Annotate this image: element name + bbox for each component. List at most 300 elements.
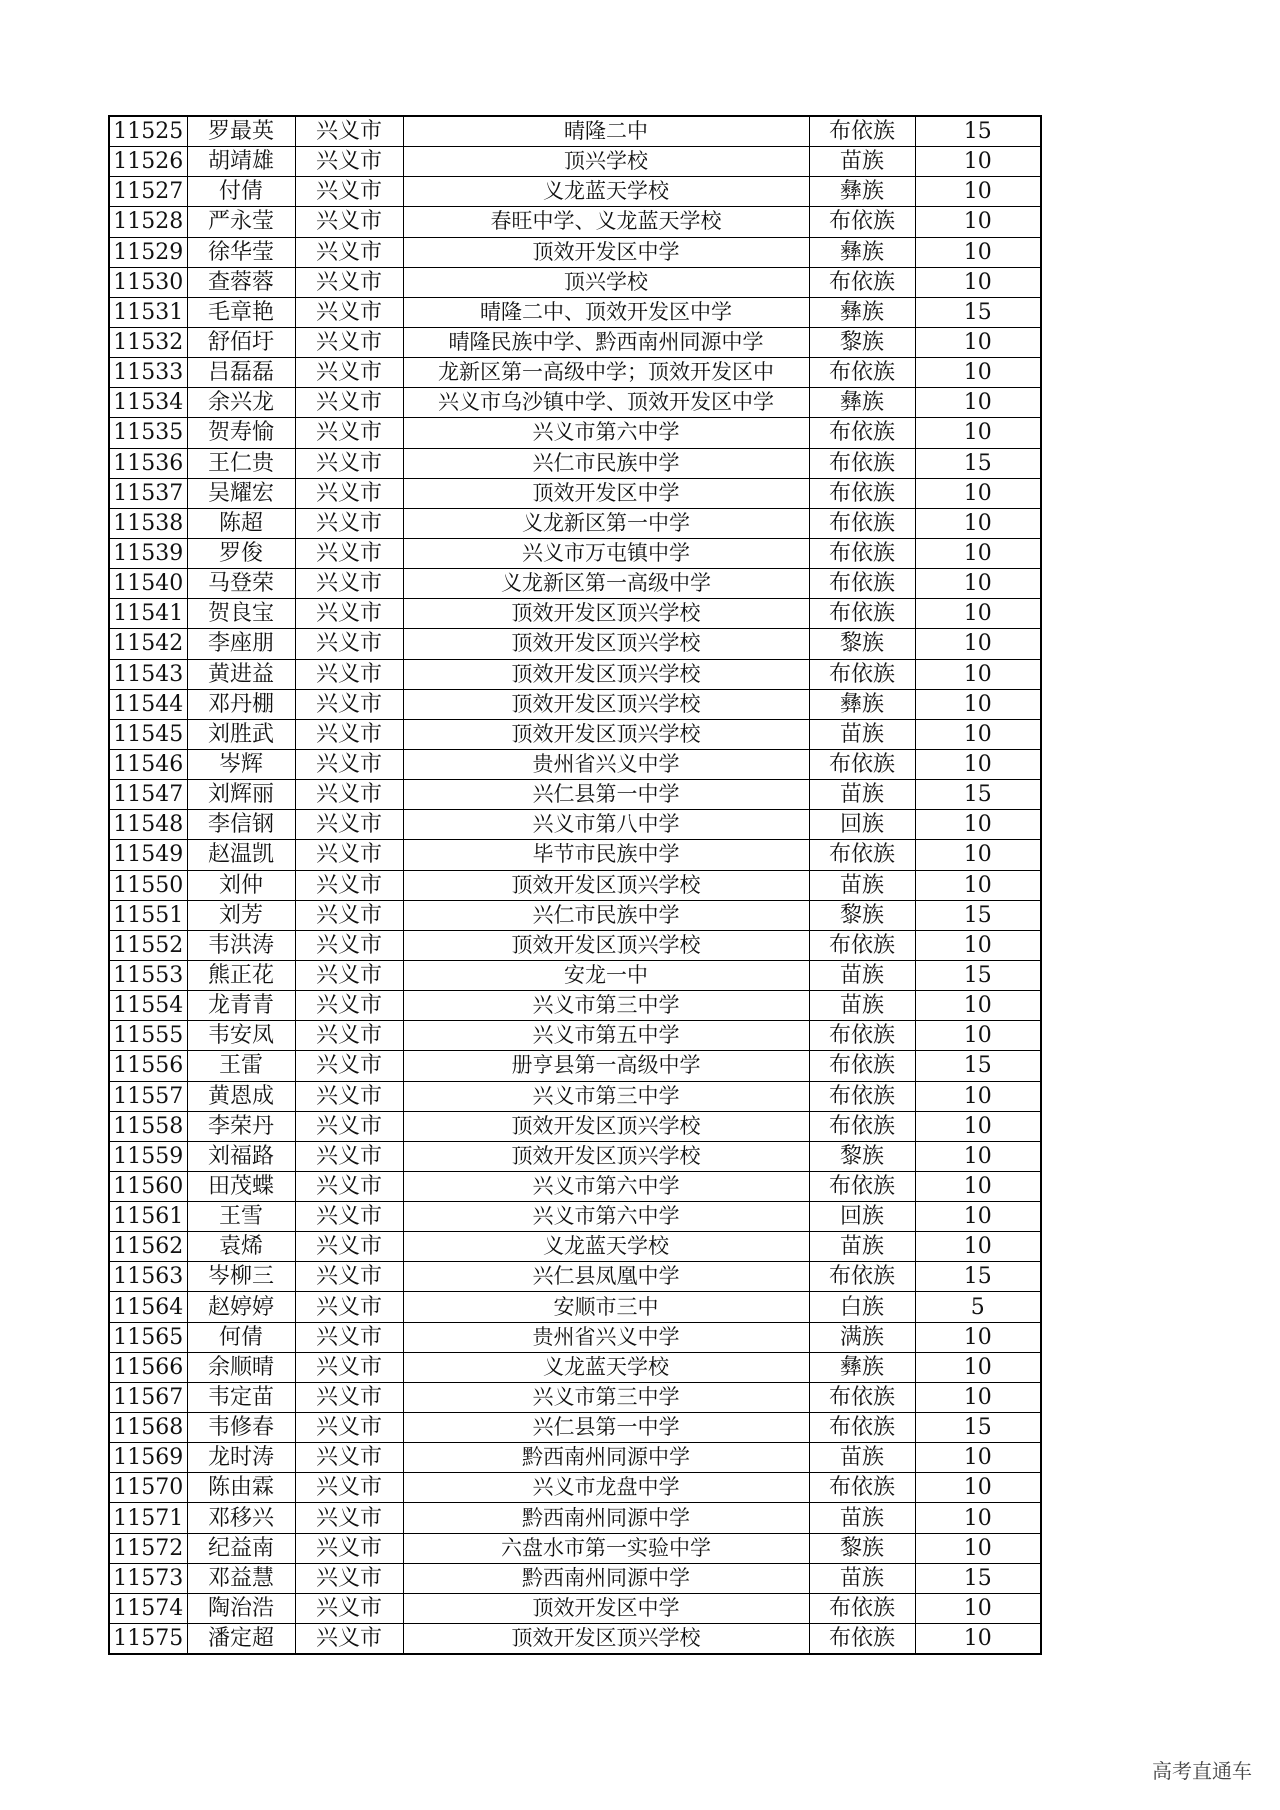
table-row bbox=[109, 1533, 1041, 1563]
ethnicity-cell: 布依族 bbox=[809, 1473, 915, 1503]
ethnicity-cell: 布依族 bbox=[809, 358, 915, 388]
ethnicity-cell: 布依族 bbox=[809, 1051, 915, 1081]
name-cell: 潘定超 bbox=[187, 1624, 295, 1655]
name-cell: 黄恩成 bbox=[187, 1081, 295, 1111]
table-row bbox=[109, 1021, 1041, 1051]
name-cell: 王雪 bbox=[187, 1202, 295, 1232]
city-cell: 兴义市 bbox=[295, 1232, 403, 1262]
id-cell: 11563 bbox=[109, 1262, 187, 1292]
table-row bbox=[109, 177, 1041, 207]
school-cell: 义龙新区第一中学 bbox=[403, 508, 809, 538]
ethnicity-cell: 布依族 bbox=[809, 749, 915, 779]
score-cell: 10 bbox=[915, 719, 1041, 749]
city-cell: 兴义市 bbox=[295, 719, 403, 749]
school-cell: 顶效开发区中学 bbox=[403, 1593, 809, 1623]
school-cell: 顶效开发区顶兴学校 bbox=[403, 1624, 809, 1655]
id-cell: 11543 bbox=[109, 659, 187, 689]
id-cell: 11567 bbox=[109, 1382, 187, 1412]
name-cell: 李荣丹 bbox=[187, 1111, 295, 1141]
ethnicity-cell: 黎族 bbox=[809, 1533, 915, 1563]
city-cell: 兴义市 bbox=[295, 327, 403, 357]
score-cell: 10 bbox=[915, 147, 1041, 177]
city-cell: 兴义市 bbox=[295, 1292, 403, 1322]
ethnicity-cell: 苗族 bbox=[809, 780, 915, 810]
id-cell: 11531 bbox=[109, 297, 187, 327]
name-cell: 陈由霖 bbox=[187, 1473, 295, 1503]
school-cell: 兴义市乌沙镇中学、顶效开发区中学 bbox=[403, 388, 809, 418]
ethnicity-cell: 布依族 bbox=[809, 1593, 915, 1623]
city-cell: 兴义市 bbox=[295, 1413, 403, 1443]
id-cell: 11570 bbox=[109, 1473, 187, 1503]
city-cell: 兴义市 bbox=[295, 1503, 403, 1533]
id-cell: 11532 bbox=[109, 327, 187, 357]
table-row bbox=[109, 1624, 1041, 1655]
city-cell: 兴义市 bbox=[295, 1051, 403, 1081]
ethnicity-cell: 苗族 bbox=[809, 870, 915, 900]
score-cell: 15 bbox=[915, 780, 1041, 810]
name-cell: 刘仲 bbox=[187, 870, 295, 900]
school-cell: 顶效开发区顶兴学校 bbox=[403, 659, 809, 689]
score-cell: 10 bbox=[915, 1503, 1041, 1533]
school-cell: 顶效开发区顶兴学校 bbox=[403, 930, 809, 960]
score-cell: 15 bbox=[915, 1563, 1041, 1593]
id-cell: 11571 bbox=[109, 1503, 187, 1533]
score-cell: 10 bbox=[915, 418, 1041, 448]
score-cell: 10 bbox=[915, 1202, 1041, 1232]
ethnicity-cell: 苗族 bbox=[809, 1232, 915, 1262]
table-row bbox=[109, 1443, 1041, 1473]
city-cell: 兴义市 bbox=[295, 508, 403, 538]
name-cell: 李座朋 bbox=[187, 629, 295, 659]
city-cell: 兴义市 bbox=[295, 960, 403, 990]
score-cell: 10 bbox=[915, 327, 1041, 357]
id-cell: 11559 bbox=[109, 1141, 187, 1171]
table-row bbox=[109, 1232, 1041, 1262]
city-cell: 兴义市 bbox=[295, 599, 403, 629]
ethnicity-cell: 彝族 bbox=[809, 237, 915, 267]
name-cell: 岑柳三 bbox=[187, 1262, 295, 1292]
city-cell: 兴义市 bbox=[295, 569, 403, 599]
score-cell: 10 bbox=[915, 870, 1041, 900]
city-cell: 兴义市 bbox=[295, 689, 403, 719]
id-cell: 11551 bbox=[109, 900, 187, 930]
name-cell: 熊正花 bbox=[187, 960, 295, 990]
city-cell: 兴义市 bbox=[295, 177, 403, 207]
city-cell: 兴义市 bbox=[295, 388, 403, 418]
table-row bbox=[109, 1503, 1041, 1533]
name-cell: 罗俊 bbox=[187, 538, 295, 568]
table-row bbox=[109, 147, 1041, 177]
score-cell: 10 bbox=[915, 689, 1041, 719]
school-cell: 毕节市民族中学 bbox=[403, 840, 809, 870]
name-cell: 贺寿愉 bbox=[187, 418, 295, 448]
table-row bbox=[109, 508, 1041, 538]
name-cell: 余顺晴 bbox=[187, 1352, 295, 1382]
city-cell: 兴义市 bbox=[295, 207, 403, 237]
table-row bbox=[109, 780, 1041, 810]
name-cell: 邓移兴 bbox=[187, 1503, 295, 1533]
id-cell: 11566 bbox=[109, 1352, 187, 1382]
id-cell: 11574 bbox=[109, 1593, 187, 1623]
table-row bbox=[109, 689, 1041, 719]
score-cell: 10 bbox=[915, 930, 1041, 960]
table-row bbox=[109, 840, 1041, 870]
name-cell: 邓丹棚 bbox=[187, 689, 295, 719]
school-cell: 黔西南州同源中学 bbox=[403, 1563, 809, 1593]
city-cell: 兴义市 bbox=[295, 780, 403, 810]
city-cell: 兴义市 bbox=[295, 448, 403, 478]
ethnicity-cell: 布依族 bbox=[809, 659, 915, 689]
school-cell: 贵州省兴义中学 bbox=[403, 1322, 809, 1352]
id-cell: 11533 bbox=[109, 358, 187, 388]
name-cell: 毛章艳 bbox=[187, 297, 295, 327]
name-cell: 纪益南 bbox=[187, 1533, 295, 1563]
city-cell: 兴义市 bbox=[295, 1473, 403, 1503]
id-cell: 11555 bbox=[109, 1021, 187, 1051]
table-row bbox=[109, 327, 1041, 357]
score-cell: 10 bbox=[915, 1624, 1041, 1655]
city-cell: 兴义市 bbox=[295, 1352, 403, 1382]
id-cell: 11552 bbox=[109, 930, 187, 960]
school-cell: 兴仁市民族中学 bbox=[403, 448, 809, 478]
ethnicity-cell: 布依族 bbox=[809, 478, 915, 508]
name-cell: 吴耀宏 bbox=[187, 478, 295, 508]
school-cell: 兴义市第六中学 bbox=[403, 1171, 809, 1201]
id-cell: 11530 bbox=[109, 267, 187, 297]
watermark-text: 高考直通车 bbox=[1152, 1759, 1252, 1783]
school-cell: 义龙蓝天学校 bbox=[403, 1352, 809, 1382]
school-cell: 兴仁县凤凰中学 bbox=[403, 1262, 809, 1292]
name-cell: 马登荣 bbox=[187, 569, 295, 599]
id-cell: 11569 bbox=[109, 1443, 187, 1473]
school-cell: 义龙蓝天学校 bbox=[403, 177, 809, 207]
school-cell: 兴义市第三中学 bbox=[403, 1382, 809, 1412]
score-cell: 10 bbox=[915, 810, 1041, 840]
ethnicity-cell: 布依族 bbox=[809, 599, 915, 629]
name-cell: 刘福路 bbox=[187, 1141, 295, 1171]
id-cell: 11557 bbox=[109, 1081, 187, 1111]
ethnicity-cell: 布依族 bbox=[809, 267, 915, 297]
id-cell: 11562 bbox=[109, 1232, 187, 1262]
table-row bbox=[109, 1413, 1041, 1443]
score-cell: 10 bbox=[915, 358, 1041, 388]
table-row bbox=[109, 1322, 1041, 1352]
table-row bbox=[109, 719, 1041, 749]
city-cell: 兴义市 bbox=[295, 1171, 403, 1201]
name-cell: 韦洪涛 bbox=[187, 930, 295, 960]
city-cell: 兴义市 bbox=[295, 1021, 403, 1051]
school-cell: 顶效开发区顶兴学校 bbox=[403, 1141, 809, 1171]
school-cell: 兴义市第八中学 bbox=[403, 810, 809, 840]
ethnicity-cell: 布依族 bbox=[809, 930, 915, 960]
score-cell: 10 bbox=[915, 237, 1041, 267]
ethnicity-cell: 彝族 bbox=[809, 297, 915, 327]
city-cell: 兴义市 bbox=[295, 297, 403, 327]
school-cell: 兴义市第六中学 bbox=[403, 1202, 809, 1232]
ethnicity-cell: 布依族 bbox=[809, 1262, 915, 1292]
score-cell: 10 bbox=[915, 659, 1041, 689]
id-cell: 11529 bbox=[109, 237, 187, 267]
table-row bbox=[109, 810, 1041, 840]
ethnicity-cell: 苗族 bbox=[809, 1503, 915, 1533]
id-cell: 11550 bbox=[109, 870, 187, 900]
name-cell: 王仁贵 bbox=[187, 448, 295, 478]
table-row bbox=[109, 629, 1041, 659]
id-cell: 11575 bbox=[109, 1624, 187, 1655]
id-cell: 11573 bbox=[109, 1563, 187, 1593]
id-cell: 11526 bbox=[109, 147, 187, 177]
name-cell: 龙青青 bbox=[187, 991, 295, 1021]
score-cell: 5 bbox=[915, 1292, 1041, 1322]
score-cell: 10 bbox=[915, 1382, 1041, 1412]
city-cell: 兴义市 bbox=[295, 1593, 403, 1623]
ethnicity-cell: 布依族 bbox=[809, 538, 915, 568]
city-cell: 兴义市 bbox=[295, 1081, 403, 1111]
score-cell: 15 bbox=[915, 1262, 1041, 1292]
school-cell: 兴义市第三中学 bbox=[403, 991, 809, 1021]
id-cell: 11540 bbox=[109, 569, 187, 599]
score-cell: 15 bbox=[915, 448, 1041, 478]
table-row bbox=[109, 900, 1041, 930]
name-cell: 舒佰圩 bbox=[187, 327, 295, 357]
ethnicity-cell: 苗族 bbox=[809, 1443, 915, 1473]
roster-table bbox=[108, 115, 1042, 1655]
score-cell: 15 bbox=[915, 116, 1041, 147]
roster-body bbox=[109, 116, 1041, 1654]
school-cell: 兴仁县第一中学 bbox=[403, 1413, 809, 1443]
score-cell: 10 bbox=[915, 538, 1041, 568]
name-cell: 陶治浩 bbox=[187, 1593, 295, 1623]
city-cell: 兴义市 bbox=[295, 659, 403, 689]
id-cell: 11537 bbox=[109, 478, 187, 508]
score-cell: 15 bbox=[915, 297, 1041, 327]
score-cell: 15 bbox=[915, 1413, 1041, 1443]
score-cell: 10 bbox=[915, 508, 1041, 538]
score-cell: 15 bbox=[915, 900, 1041, 930]
score-cell: 10 bbox=[915, 1443, 1041, 1473]
table-row bbox=[109, 358, 1041, 388]
table-row bbox=[109, 991, 1041, 1021]
ethnicity-cell: 苗族 bbox=[809, 147, 915, 177]
ethnicity-cell: 布依族 bbox=[809, 1171, 915, 1201]
school-cell: 兴仁市民族中学 bbox=[403, 900, 809, 930]
name-cell: 付倩 bbox=[187, 177, 295, 207]
school-cell: 顶兴学校 bbox=[403, 267, 809, 297]
city-cell: 兴义市 bbox=[295, 1443, 403, 1473]
ethnicity-cell: 满族 bbox=[809, 1322, 915, 1352]
score-cell: 10 bbox=[915, 1021, 1041, 1051]
name-cell: 刘芳 bbox=[187, 900, 295, 930]
id-cell: 11572 bbox=[109, 1533, 187, 1563]
table-row bbox=[109, 749, 1041, 779]
score-cell: 10 bbox=[915, 478, 1041, 508]
school-cell: 晴隆二中、顶效开发区中学 bbox=[403, 297, 809, 327]
name-cell: 刘辉丽 bbox=[187, 780, 295, 810]
city-cell: 兴义市 bbox=[295, 749, 403, 779]
id-cell: 11539 bbox=[109, 538, 187, 568]
name-cell: 黄进益 bbox=[187, 659, 295, 689]
name-cell: 罗最英 bbox=[187, 116, 295, 147]
id-cell: 11536 bbox=[109, 448, 187, 478]
id-cell: 11554 bbox=[109, 991, 187, 1021]
name-cell: 余兴龙 bbox=[187, 388, 295, 418]
name-cell: 吕磊磊 bbox=[187, 358, 295, 388]
city-cell: 兴义市 bbox=[295, 1141, 403, 1171]
school-cell: 义龙蓝天学校 bbox=[403, 1232, 809, 1262]
score-cell: 10 bbox=[915, 629, 1041, 659]
id-cell: 11560 bbox=[109, 1171, 187, 1201]
ethnicity-cell: 布依族 bbox=[809, 1081, 915, 1111]
school-cell: 兴仁县第一中学 bbox=[403, 780, 809, 810]
table-row bbox=[109, 1473, 1041, 1503]
table-row bbox=[109, 1262, 1041, 1292]
table-row bbox=[109, 870, 1041, 900]
id-cell: 11527 bbox=[109, 177, 187, 207]
ethnicity-cell: 白族 bbox=[809, 1292, 915, 1322]
score-cell: 10 bbox=[915, 1352, 1041, 1382]
table-row bbox=[109, 1111, 1041, 1141]
table-row bbox=[109, 478, 1041, 508]
school-cell: 黔西南州同源中学 bbox=[403, 1503, 809, 1533]
table-row bbox=[109, 418, 1041, 448]
city-cell: 兴义市 bbox=[295, 1262, 403, 1292]
city-cell: 兴义市 bbox=[295, 870, 403, 900]
ethnicity-cell: 布依族 bbox=[809, 207, 915, 237]
name-cell: 查蓉蓉 bbox=[187, 267, 295, 297]
score-cell: 10 bbox=[915, 1473, 1041, 1503]
score-cell: 10 bbox=[915, 1593, 1041, 1623]
city-cell: 兴义市 bbox=[295, 900, 403, 930]
name-cell: 贺良宝 bbox=[187, 599, 295, 629]
city-cell: 兴义市 bbox=[295, 147, 403, 177]
school-cell: 黔西南州同源中学 bbox=[403, 1443, 809, 1473]
school-cell: 安龙一中 bbox=[403, 960, 809, 990]
id-cell: 11542 bbox=[109, 629, 187, 659]
id-cell: 11547 bbox=[109, 780, 187, 810]
ethnicity-cell: 回族 bbox=[809, 810, 915, 840]
table-row bbox=[109, 297, 1041, 327]
id-cell: 11556 bbox=[109, 1051, 187, 1081]
school-cell: 晴隆二中 bbox=[403, 116, 809, 147]
table-row bbox=[109, 1593, 1041, 1623]
school-cell: 顶兴学校 bbox=[403, 147, 809, 177]
table-row bbox=[109, 930, 1041, 960]
school-cell: 兴义市龙盘中学 bbox=[403, 1473, 809, 1503]
table-row bbox=[109, 267, 1041, 297]
id-cell: 11564 bbox=[109, 1292, 187, 1322]
name-cell: 赵婷婷 bbox=[187, 1292, 295, 1322]
id-cell: 11565 bbox=[109, 1322, 187, 1352]
ethnicity-cell: 苗族 bbox=[809, 1563, 915, 1593]
table-row bbox=[109, 448, 1041, 478]
city-cell: 兴义市 bbox=[295, 810, 403, 840]
table-row bbox=[109, 1171, 1041, 1201]
city-cell: 兴义市 bbox=[295, 840, 403, 870]
name-cell: 邓益慧 bbox=[187, 1563, 295, 1593]
id-cell: 11534 bbox=[109, 388, 187, 418]
score-cell: 10 bbox=[915, 207, 1041, 237]
name-cell: 何倩 bbox=[187, 1322, 295, 1352]
school-cell: 顶效开发区顶兴学校 bbox=[403, 629, 809, 659]
table-row bbox=[109, 538, 1041, 568]
ethnicity-cell: 布依族 bbox=[809, 116, 915, 147]
city-cell: 兴义市 bbox=[295, 1382, 403, 1412]
score-cell: 10 bbox=[915, 1081, 1041, 1111]
city-cell: 兴义市 bbox=[295, 116, 403, 147]
city-cell: 兴义市 bbox=[295, 1624, 403, 1655]
ethnicity-cell: 布依族 bbox=[809, 448, 915, 478]
name-cell: 韦定苗 bbox=[187, 1382, 295, 1412]
school-cell: 兴义市第五中学 bbox=[403, 1021, 809, 1051]
id-cell: 11553 bbox=[109, 960, 187, 990]
ethnicity-cell: 回族 bbox=[809, 1202, 915, 1232]
school-cell: 兴义市第六中学 bbox=[403, 418, 809, 448]
ethnicity-cell: 彝族 bbox=[809, 689, 915, 719]
score-cell: 10 bbox=[915, 1322, 1041, 1352]
score-cell: 10 bbox=[915, 749, 1041, 779]
table-row bbox=[109, 1141, 1041, 1171]
city-cell: 兴义市 bbox=[295, 358, 403, 388]
school-cell: 春旺中学、义龙蓝天学校 bbox=[403, 207, 809, 237]
school-cell: 晴隆民族中学、黔西南州同源中学 bbox=[403, 327, 809, 357]
id-cell: 11546 bbox=[109, 749, 187, 779]
table-row bbox=[109, 1352, 1041, 1382]
table-row bbox=[109, 569, 1041, 599]
school-cell: 顶效开发区顶兴学校 bbox=[403, 870, 809, 900]
name-cell: 陈超 bbox=[187, 508, 295, 538]
ethnicity-cell: 布依族 bbox=[809, 1413, 915, 1443]
name-cell: 韦修春 bbox=[187, 1413, 295, 1443]
ethnicity-cell: 彝族 bbox=[809, 1352, 915, 1382]
table-row bbox=[109, 599, 1041, 629]
score-cell: 10 bbox=[915, 569, 1041, 599]
ethnicity-cell: 黎族 bbox=[809, 1141, 915, 1171]
table-row bbox=[109, 659, 1041, 689]
table-row bbox=[109, 207, 1041, 237]
id-cell: 11561 bbox=[109, 1202, 187, 1232]
name-cell: 胡靖雄 bbox=[187, 147, 295, 177]
table-row bbox=[109, 1081, 1041, 1111]
id-cell: 11568 bbox=[109, 1413, 187, 1443]
name-cell: 龙时涛 bbox=[187, 1443, 295, 1473]
ethnicity-cell: 布依族 bbox=[809, 1382, 915, 1412]
city-cell: 兴义市 bbox=[295, 538, 403, 568]
city-cell: 兴义市 bbox=[295, 991, 403, 1021]
city-cell: 兴义市 bbox=[295, 1322, 403, 1352]
school-cell: 龙新区第一高级中学；顶效开发区中 bbox=[403, 358, 809, 388]
id-cell: 11549 bbox=[109, 840, 187, 870]
ethnicity-cell: 布依族 bbox=[809, 1111, 915, 1141]
ethnicity-cell: 布依族 bbox=[809, 840, 915, 870]
name-cell: 严永莹 bbox=[187, 207, 295, 237]
id-cell: 11525 bbox=[109, 116, 187, 147]
city-cell: 兴义市 bbox=[295, 1202, 403, 1232]
school-cell: 顶效开发区中学 bbox=[403, 478, 809, 508]
ethnicity-cell: 苗族 bbox=[809, 719, 915, 749]
school-cell: 义龙新区第一高级中学 bbox=[403, 569, 809, 599]
table-row bbox=[109, 1051, 1041, 1081]
ethnicity-cell: 彝族 bbox=[809, 177, 915, 207]
city-cell: 兴义市 bbox=[295, 1563, 403, 1593]
id-cell: 11535 bbox=[109, 418, 187, 448]
ethnicity-cell: 苗族 bbox=[809, 991, 915, 1021]
table-row bbox=[109, 116, 1041, 147]
score-cell: 10 bbox=[915, 1533, 1041, 1563]
ethnicity-cell: 彝族 bbox=[809, 388, 915, 418]
ethnicity-cell: 布依族 bbox=[809, 1021, 915, 1051]
score-cell: 15 bbox=[915, 1051, 1041, 1081]
name-cell: 刘胜武 bbox=[187, 719, 295, 749]
